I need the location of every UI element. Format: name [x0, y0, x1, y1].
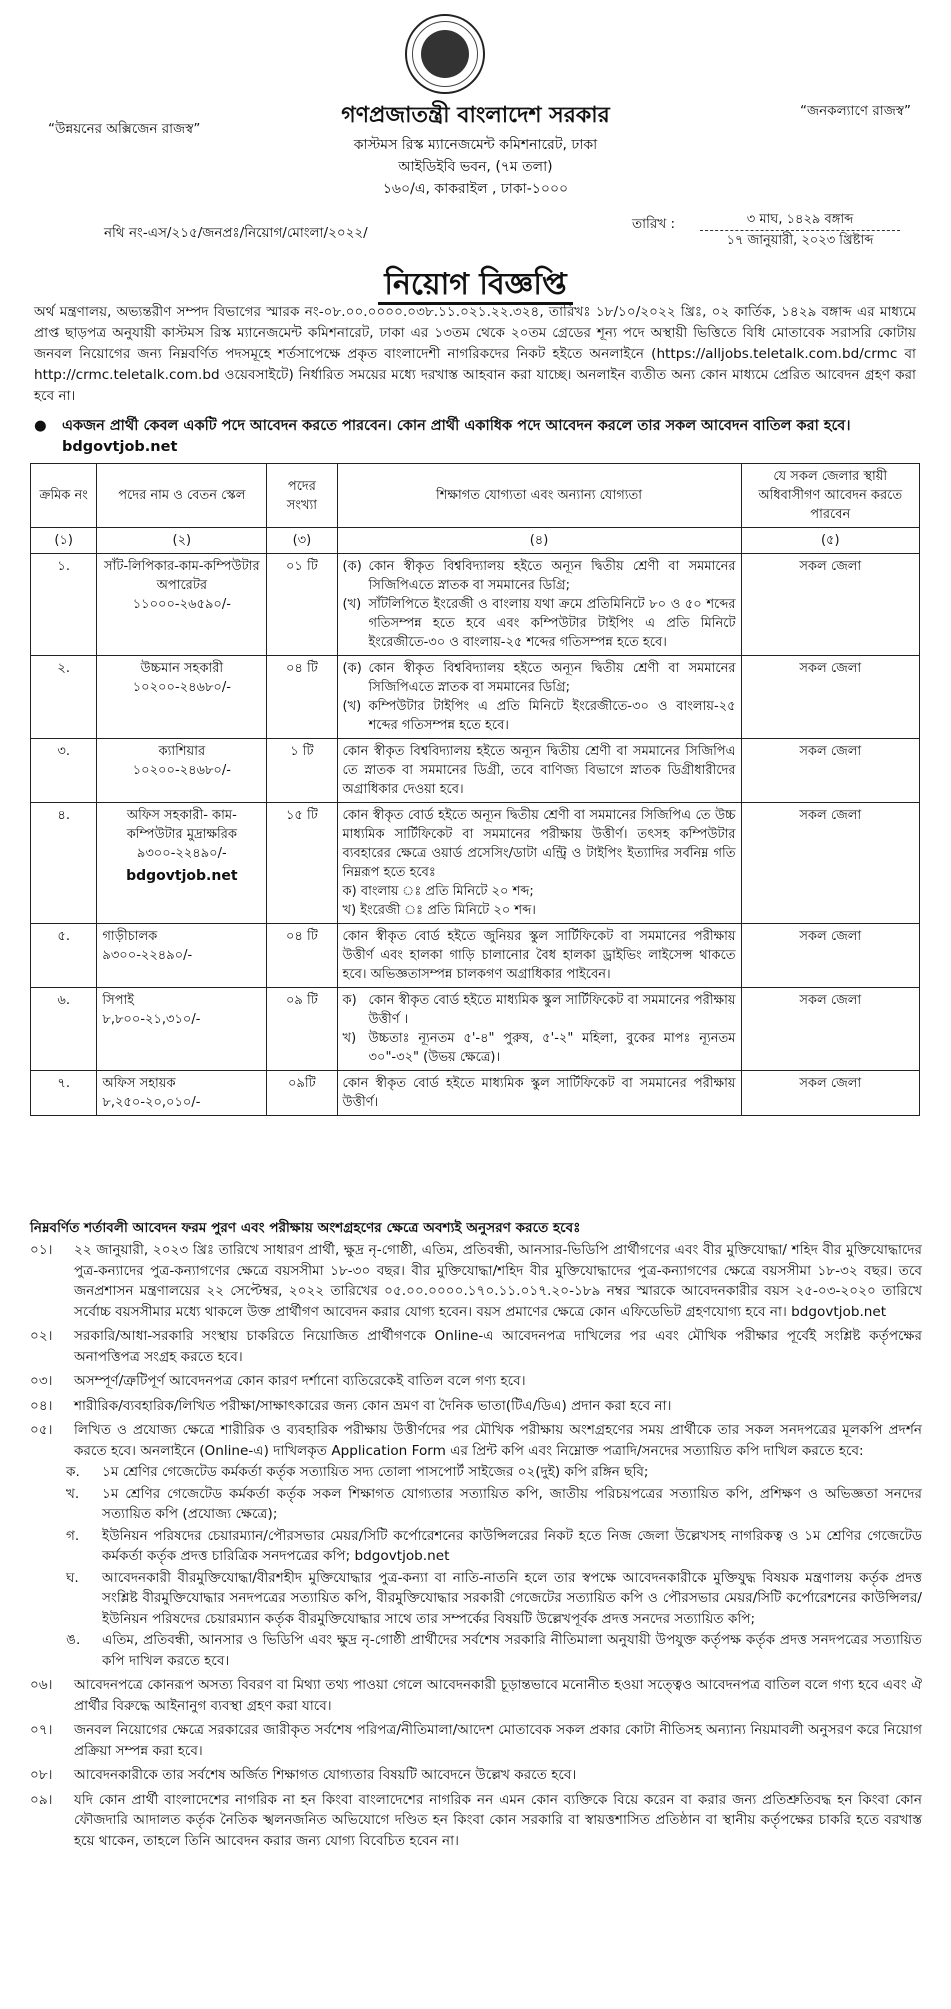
- cell-district: সকল জেলা: [741, 803, 919, 924]
- condition-text: জনবল নিয়োগের ক্ষেত্রে সরকারের জারীকৃত সর্বশেষ পরিপত্র/নীতিমালা/আদেশ মোতাবেক সকল প্রকার কোটা নীতিসহ অন্যান্য নিয়মাবলী অনুসরণ করে নিয়োগ প্রক্রিয়া সম্পন্ন করা হবে।: [74, 1722, 922, 1759]
- sub-text: ১ম শ্রেণির গেজেটেড কর্মকর্তা কর্তৃক সত্যায়িত সদ্য তোলা পাসপোর্ট সাইজের ০২(দুই) কপি রঙ্গিন ছবি;: [102, 1464, 649, 1480]
- item-marker: (খ): [342, 699, 362, 714]
- col-number: (২): [97, 528, 267, 554]
- sub-item: [66, 1462, 922, 1483]
- pay-scale: ১০২০০-২৪৬৮০/-: [132, 680, 231, 695]
- date-english: ১৭ জানুয়ারী, ২০২৩ খ্রিষ্টাব্দ: [726, 233, 874, 248]
- notice-bullet: [34, 416, 916, 458]
- item-text: কম্পিউটার টাইপিং এ প্রতি মিনিটে ইংরেজীতে-৩০ ও বাংলায়-২৫ শব্দের গতিসম্পন্ন হতে হবে।: [368, 699, 736, 733]
- cell-count: ০১ টি: [267, 554, 337, 656]
- slogan-left: “উন্নয়নের অক্সিজেন রাজস্ব”: [48, 121, 201, 137]
- memo-number: নথি নং-এস/২১৫/জনপ্রঃ/নিয়োগ/মোংলা/২০২২/: [104, 225, 368, 241]
- condition-text: অসম্পূর্ণ/ত্রুটিপূর্ণ আবেদনপত্র কোন কারণ দর্শানো ব্যতিরেকেই বাতিল বলে গণ্য হবে।: [74, 1373, 526, 1389]
- condition-number: ০৮।: [30, 1767, 53, 1783]
- condition-item: [30, 1675, 922, 1716]
- condition-item: [30, 1396, 922, 1417]
- table-row: [31, 1071, 920, 1116]
- post-name: সিপাই: [102, 993, 135, 1008]
- cell-serial: ৭.: [31, 1071, 97, 1116]
- table-row: [31, 739, 920, 803]
- cell-qualification: [337, 554, 741, 656]
- qualification-item: [343, 595, 736, 652]
- col-number: (১): [31, 528, 97, 554]
- header-qualification: শিক্ষাগত যোগ্যতা এবং অন্যান্য যোগ্যতা: [337, 464, 741, 528]
- cell-count: ০৯টি: [267, 1071, 337, 1116]
- intro-paragraph: অর্থ মন্ত্রণালয়, অভ্যন্তরীণ সম্পদ বিভাগের স্মারক নং-০৮.০০.০০০০.০৩৮.১১.০২১.২২.৩২৪, তারিখঃ ১৮/১০/২০২২ খ্রিঃ, ০২ কার্তিক, ১৪২৯ বঙ্গাব্দ এর মাধ্যমে প্রাপ্ত ছাড়পত্র অনুযায়ী কাস্টমস রিস্ক ম্যানেজমেন্ট কমিশনারেট, ঢাকা এর ১৩তম থেকে ২০তম গ্রেডের শূন্য পদে অস্থায়ী ভিত্তিতে বিধি মোতাবেক সরাসরি কোটায় জনবল নিয়োগের জন্য নিম্নবর্ণিত পদসমূহে শর্তসাপেক্ষে প্রকৃত বাংলাদেশী নাগরিকদের নিকট হইতে অনলাইনে (https://alljobs.teletalk.com.bd/crmc বা http://crmc.teletalk.com.bd ওয়েবসাইটে) নির্ধারিত সময়ের মধ্যে দরখাস্ত আহবান করা যাচ্ছে। অনলাইন ব্যতীত অন্য কোন মাধ্যমে প্রেরিত আবেদন গ্রহণ করা হবে না।: [34, 304, 916, 404]
- office-line-1: কাস্টমস রিস্ক ম্যানেজমেন্ট কমিশনারেট, ঢাকা: [353, 137, 598, 153]
- office-line-3: ১৬০/এ, কাকরাইল , ঢাকা-১০০০: [382, 181, 569, 197]
- pay-scale: ৮,২৫০-২০,০১০/-: [102, 1095, 201, 1110]
- condition-text: ২২ জানুয়ারী, ২০২৩ খ্রিঃ তারিখে সাধারণ প্রার্থী, ক্ষুদ্র নৃ-গোষ্ঠী, এতিম, প্রতিবন্ধী, আনসার-ভিডিপি প্রার্থীগণের এবং বীর মুক্তিযোদ্ধা/ শহিদ বীর মুক্তিযোদ্ধাদের পুত্র-কন্যাদের পুত্র-কন্যাগণের ক্ষেত্রে বয়সসীমা ১৮-৩০ বছর। বীর মুক্তিযোদ্ধা/শহিদ বীর মুক্তিযোদ্ধাদের পুত্র-কন্যাগণের ক্ষেত্রে বয়সসীমা ১৮-৩২ বছর। তবে জনপ্রশাসন মন্ত্রণালয়ের ২২ সেপ্টেম্বর, ২০২২ তারিখের ০৫.০০.০০০০.১৭০.১১.০১৭.২০-১৮৯ নম্বর স্মারকে আবেদনকারীর বয়স ২৫-০৩-২০২০ তারিখে সর্বোচ্চ বয়সসীমার মধ্যে থাকলে উক্ত প্রার্থীগণ আবেদন করার যোগ্য হবেন। বয়স প্রমাণের ক্ষেত্রে কোন এফিডেভিট গ্রহণযোগ্য হবে না। bdgovtjob.net: [74, 1242, 922, 1320]
- sub-item: [66, 1630, 922, 1671]
- date-label: তারিখ :: [632, 216, 676, 232]
- cell-post: [97, 988, 267, 1071]
- qualification-item: [343, 991, 736, 1029]
- table-row: [31, 656, 920, 739]
- condition-number: ০৭।: [30, 1722, 53, 1738]
- sub-item: [66, 1568, 922, 1630]
- government-seal-logo: [405, 14, 485, 94]
- item-text: কোন স্বীকৃত বিশ্ববিদ্যালয় হইতে অন্যূন দ্বিতীয় শ্রেণী বা সমমানের সিজিপিএতে স্নাতক বা সমমানের ডিগ্রি;: [368, 559, 736, 593]
- condition-item: [30, 1720, 922, 1761]
- item-text: কোন স্বীকৃত বোর্ড হইতে মাধ্যমিক স্কুল সার্টিফিকেট বা সমমানের পরীক্ষায় উত্তীর্ণ ।: [368, 993, 736, 1027]
- cell-post: [97, 924, 267, 988]
- cell-serial: ১.: [31, 554, 97, 656]
- slogan-right: “জনকল্যাণে রাজস্ব”: [800, 103, 911, 119]
- condition-number: ০৩।: [30, 1373, 53, 1389]
- condition-item: [30, 1765, 922, 1786]
- cell-qualification: কোন স্বীকৃত বোর্ড হইতে জুনিয়র স্কুল সার্টিফিকেট বা সমমানের পরীক্ষায় উত্তীর্ণ এবং হালকা গাড়ি চালানোর বৈধ হালকা ড্রাইভিং লাইসেন্স থাকতে হবে। অভিজ্ঞতাসম্পন্ন চালকগণ অগ্রাধিকার পাইবেন।: [337, 924, 741, 988]
- item-text: উচ্চতাঃ ন্যূনতম ৫'-৪" পুরুষ, ৫'-২" মহিলা, বুকের মাপঃ ন্যূনতম ৩০"-৩২" (উভয় ক্ষেত্রে)।: [368, 1031, 736, 1065]
- cell-post: [97, 656, 267, 739]
- condition-item: [30, 1326, 922, 1367]
- cell-post: [97, 739, 267, 803]
- conditions-heading: নিম্নবর্ণিত শর্তাবলী আবেদন ফরম পুরণ এবং পরীক্ষায় অংশগ্রহণের ক্ষেত্রে অবশ্যই অনুসরণ করতে হবেঃ: [30, 1220, 581, 1236]
- pay-scale: ৯৩০০-২২৪৯০/-: [102, 948, 193, 963]
- qualification-item: [343, 659, 736, 697]
- government-name: গণপ্রজাতন্ত্রী বাংলাদেশ সরকার: [341, 103, 610, 128]
- cell-qualification: [337, 803, 741, 924]
- sub-marker: খ.: [66, 1485, 80, 1502]
- sub-text: এতিম, প্রতিবন্ধী, আনসার ও ভিডিপি এবং ক্ষুদ্র নৃ-গোষ্ঠী প্রার্থীদের সর্বশেষ সরকারি নীতিমালা অনুযায়ী উপযুক্ত কর্তৃপক্ষ কর্তৃক প্রদত্ত সনদপত্রের সত্যায়িত কপি দাখিল করতে হবে।: [102, 1632, 922, 1669]
- sub-item: [66, 1484, 922, 1525]
- cell-count: ০৯ টি: [267, 988, 337, 1071]
- qualification-item: [343, 557, 736, 595]
- cell-serial: ৬.: [31, 988, 97, 1071]
- sub-marker: ক.: [66, 1464, 80, 1480]
- condition-text: লিখিত ও প্রযোজ্য ক্ষেত্রে শারীরিক ও ব্যবহারিক পরীক্ষায় উত্তীর্ণদের পর মৌখিক পরীক্ষায় অংশগ্রহণের সময় প্রার্থীকে তার সকল সনদপত্রের মূলকপি প্রদর্শন করতে হবে। অনলাইনে (Online-এ) দাখিলকৃত Application Form এর প্রিন্ট কপি এবং নিম্নোক্ত পত্রাদি/সনদের সত্যায়িত কপি দাখিল করতে হবে:: [74, 1422, 922, 1459]
- sub-text: ১ম শ্রেণির গেজেটেড কর্মকর্তা কর্তৃক সকল শিক্ষাগত যোগ্যতার সত্যায়িত কপি, জাতীয় পরিচয়পত্রের সত্যায়িত কপি, প্রশিক্ষণ ও অভিজ্ঞতা সনদের সত্যায়িত কপি (প্রযোজ্য ক্ষেত্রে);: [102, 1485, 922, 1522]
- sub-text: আবেদনকারী বীরমুক্তিযোদ্ধা/বীরশহীদ মুক্তিযোদ্ধার পুত্র-কন্যা বা নাতি-নাতনি হলে তার স্বপক্ষে আবেদনকারীকে মুক্তিযুদ্ধ বিষয়ক মন্ত্রণালয় কর্তৃক প্রদত্ত সংশ্লিষ্ট বীরমুক্তিযোদ্ধার সনদপত্রের সত্যায়িত কপি, বীরমুক্তিযোদ্ধার সরকারী গেজেটের সত্যায়িত কপি ও পৌরসভার মেয়র/সিটি কর্পোরেশনের কাউন্সিলর/ইউনিয়ন পরিষদের চেয়ারম্যান কর্তৃক বীরমুক্তিযোদ্ধার সাথে তার সম্পর্কের বিষয়টি উল্লেখপূর্বক প্রদত্ত সনদের সত্যায়িত কপি;: [102, 1569, 922, 1627]
- item-text: সাঁটলিপিতে ইংরেজী ও বাংলায় যথা ক্রমে প্রতিমিনিটে ৮০ ও ৫০ শব্দের গতিসম্পন্ন হতে হবে এবং কম্পিউটার টাইপিং এ প্রতি মিনিটে ইংরেজীতে-৩০ ও বাংলায়-২৫ শব্দের গতিসম্পন্ন হতে হবে।: [368, 597, 736, 650]
- speed-item: খ) ইংরেজী ঃ প্রতি মিনিটে ২০ শব্দ।: [342, 903, 536, 918]
- cell-serial: ২.: [31, 656, 97, 739]
- col-number: (৫): [741, 528, 919, 554]
- conditions-list: [30, 1240, 922, 1855]
- cell-district: সকল জেলা: [741, 656, 919, 739]
- header-count: পদের সংখ্যা: [267, 464, 337, 528]
- date-bangla: ৩ মাঘ, ১৪২৯ বঙ্গাব্দ: [700, 210, 900, 231]
- cell-qualification: [337, 656, 741, 739]
- table-row: [31, 803, 920, 924]
- cell-district: সকল জেলা: [741, 739, 919, 803]
- item-marker: খ): [342, 1031, 357, 1046]
- seal-emblem: [421, 30, 469, 78]
- condition-item: [30, 1790, 922, 1852]
- vacancy-table: [30, 463, 920, 1116]
- condition-text: সরকারি/আধা-সরকারি সংস্থায় চাকরিতে নিয়োজিত প্রার্থীগণকে Online-এ আবেদনপত্র দাখিলের পর এবং মৌখিক পরীক্ষার পূর্বেই সংশ্লিষ্ট কর্তৃপক্ষের অনাপত্তিপত্র সংগ্রহ করতে হবে।: [74, 1328, 922, 1365]
- title-text: নিয়োগ বিজ্ঞপ্তি: [378, 267, 572, 305]
- bullet-icon: ●: [34, 418, 47, 434]
- table-row: [31, 554, 920, 656]
- cell-district: সকল জেলা: [741, 924, 919, 988]
- cell-qualification: কোন স্বীকৃত বোর্ড হইতে মাধ্যমিক স্কুল সার্টিফিকেট বা সমমানের পরীক্ষায় উত্তীর্ণ।: [337, 1071, 741, 1116]
- sub-marker: ঙ.: [66, 1632, 81, 1648]
- cell-count: ১৫ টি: [267, 803, 337, 924]
- cell-post: [97, 554, 267, 656]
- post-name: গাড়ীচালক: [102, 929, 158, 944]
- speed-item: ক) বাংলায় ঃ প্রতি মিনিটে ২০ শব্দ;: [342, 884, 534, 899]
- condition-text: যদি কোন প্রার্থী বাংলাদেশের নাগরিক না হন কিংবা বাংলাদেশের নাগরিক নন এমন কোন ব্যক্তিকে বিয়ে করেন বা করার জন্য প্রতিশ্রুতিবদ্ধ হন কিংবা কোন ফৌজদারি আদালত কর্তৃক নৈতিক স্খলনজনিত অভিযোগে দণ্ডিত হন কিংবা কোন সরকারি বা স্বায়ত্তশাসিত প্রতিষ্ঠান বা স্থানীয় কর্তৃপক্ষের চাকরি হতে বরখাস্ত হয়ে থাকেন, তাহলে তিনি আবেদন করার জন্য যোগ্য বিবেচিত হবেন না।: [74, 1791, 922, 1849]
- post-name: সাঁট-লিপিকার-কাম-কম্পিউটার অপারেটর: [104, 559, 260, 593]
- condition-text: আবেদনপত্রে কোনরূপ অসত্য বিবরণ বা মিথ্যা তথ্য পাওয়া গেলে আবেদনকারী চূড়ান্তভাবে মনোনীত হওয়া সত্ত্বেও আবেদনপত্র বাতিল বলে গণ্য হবে এবং ঐ প্রার্থীর বিরুদ্ধে আইনানুগ ব্যবস্থা গ্রহণ করা যাবে।: [74, 1677, 922, 1714]
- cell-count: ০৪ টি: [267, 924, 337, 988]
- condition-number: ০৬।: [30, 1677, 53, 1693]
- col-number: (৪): [337, 528, 741, 554]
- cell-count: ১ টি: [267, 739, 337, 803]
- pay-scale: ৯৩০০-২২৪৯০/-: [136, 846, 227, 861]
- cell-district: সকল জেলা: [741, 554, 919, 656]
- condition-number: ০৪।: [30, 1397, 53, 1414]
- qualification-item: [343, 697, 736, 735]
- cell-serial: ৪.: [31, 803, 97, 924]
- condition-item: [30, 1240, 922, 1322]
- cell-qualification: কোন স্বীকৃত বিশ্ববিদ্যালয় হইতে অন্যূন দ্বিতীয় শ্রেণী বা সমমানের সিজিপিএ তে স্নাতক বা সমমানের ডিগ্রী, তবে বাণিজ্য বিভাগে স্নাতক ডিগ্রীধারীদের অগ্রাধিকার দেওয়া হবে।: [337, 739, 741, 803]
- qualification-item: [343, 1029, 736, 1067]
- cell-qualification: [337, 988, 741, 1071]
- condition-number: ০২।: [30, 1328, 53, 1344]
- header-post: পদের নাম ও বেতন স্কেল: [97, 464, 267, 528]
- header-serial: ক্রমিক নং: [31, 464, 97, 528]
- table-row: [31, 988, 920, 1071]
- condition-number: ০৫।: [30, 1422, 53, 1438]
- sub-marker: ঘ.: [66, 1569, 79, 1586]
- col-number: (৩): [267, 528, 337, 554]
- table-number-row: [31, 528, 920, 554]
- cell-serial: ৩.: [31, 739, 97, 803]
- item-marker: (ক): [342, 661, 362, 676]
- item-marker: (ক): [342, 559, 362, 574]
- date-block: [700, 210, 900, 251]
- condition-item: [30, 1371, 922, 1392]
- post-name: অফিস সহকারী- কাম-কম্পিউটার মুদ্রাক্ষরিক: [126, 808, 237, 842]
- item-marker: (খ): [342, 597, 362, 612]
- pay-scale: ১১০০০-২৬৫৯০/-: [132, 597, 231, 612]
- post-name: অফিস সহায়ক: [102, 1076, 176, 1091]
- item-text: কোন স্বীকৃত বিশ্ববিদ্যালয় হইতে অন্যূন দ্বিতীয় শ্রেণী বা সমমানের সিজিপিএতে স্নাতক বা সমমানের ডিগ্রি;: [368, 661, 736, 695]
- sub-item: [66, 1526, 922, 1567]
- condition-item: [30, 1420, 922, 1461]
- condition-item-with-subs: [30, 1420, 922, 1671]
- item-marker: ক): [342, 993, 357, 1008]
- cell-district: সকল জেলা: [741, 1071, 919, 1116]
- table-header-row: [31, 464, 920, 528]
- office-line-2: আইডিইবি ভবন, (৭ম তলা): [398, 159, 553, 175]
- condition-text: শারীরিক/ব্যবহারিক/লিখিত পরীক্ষা/সাক্ষাৎকারের জন্য কোন ভ্রমণ বা দৈনিক ভাতা(টিএ/ডিএ) প্রদান করা হবে না।: [74, 1397, 672, 1414]
- bullet-text: একজন প্রার্থী কেবল একটি পদে আবেদন করতে পারবেন। কোন প্রার্থী একাধিক পদে আবেদন করলে তার সকল আবেদন বাতিল করা হবে। bdgovtjob.net: [62, 418, 851, 455]
- post-name: উচ্চমান সহকারী: [140, 661, 224, 676]
- table-row: [31, 924, 920, 988]
- condition-text: আবেদনকারীকে তার সর্বশেষ অর্জিত শিক্ষাগত যোগ্যতার বিষয়টি আবেদনে উল্লেখ করতে হবে।: [74, 1767, 577, 1783]
- office-address: [0, 134, 951, 200]
- sub-marker: গ.: [66, 1527, 80, 1544]
- qualification-text: কোন স্বীকৃত বোর্ড হইতে অন্যূন দ্বিতীয় শ্রেণী বা সমমানের সিজিপিএ তে উচ্চ মাধ্যমিক সার্টিফিকেট বা সমমানের পরীক্ষায় উত্তীর্ণ। তৎসহ কম্পিউটার ব্যবহারের ক্ষেত্রে ওয়ার্ড প্রসেসিং/ডাটা এন্ট্রি ও টাইপিং ইত্যাদির সর্বনিম্ন গতি নিম্নরূপ হতে হবেঃ: [342, 808, 736, 880]
- pay-scale: ১০২০০-২৪৬৮০/-: [132, 763, 231, 778]
- cell-post: [97, 1071, 267, 1116]
- cell-district: সকল জেলা: [741, 988, 919, 1071]
- condition-number: ০৯।: [30, 1791, 53, 1808]
- condition-number: ০১।: [30, 1242, 53, 1258]
- post-name: ক্যাশিয়ার: [158, 744, 206, 759]
- pay-scale: ৮,৮০০-২১,৩১০/-: [102, 1012, 201, 1027]
- sub-text: ইউনিয়ন পরিষদের চেয়ারম্যান/পৌরসভার মেয়র/সিটি কর্পোরেশনের কাউন্সিলরের নিকট হতে নিজ জেলা উল্লেখসহ নাগরিকত্ব ও ১ম শ্রেণির গেজেটেড কর্মকর্তা কর্তৃক প্রদত্ত চারিত্রিক সনদপত্রের কপি; bdgovtjob.net: [102, 1527, 922, 1564]
- header-district: যে সকল জেলার স্থায়ী অধিবাসীগণ আবেদন করতে পারবেন: [741, 464, 919, 528]
- cell-post: [97, 803, 267, 924]
- cell-serial: ৫.: [31, 924, 97, 988]
- watermark-text: bdgovtjob.net: [126, 868, 238, 884]
- cell-count: ০৪ টি: [267, 656, 337, 739]
